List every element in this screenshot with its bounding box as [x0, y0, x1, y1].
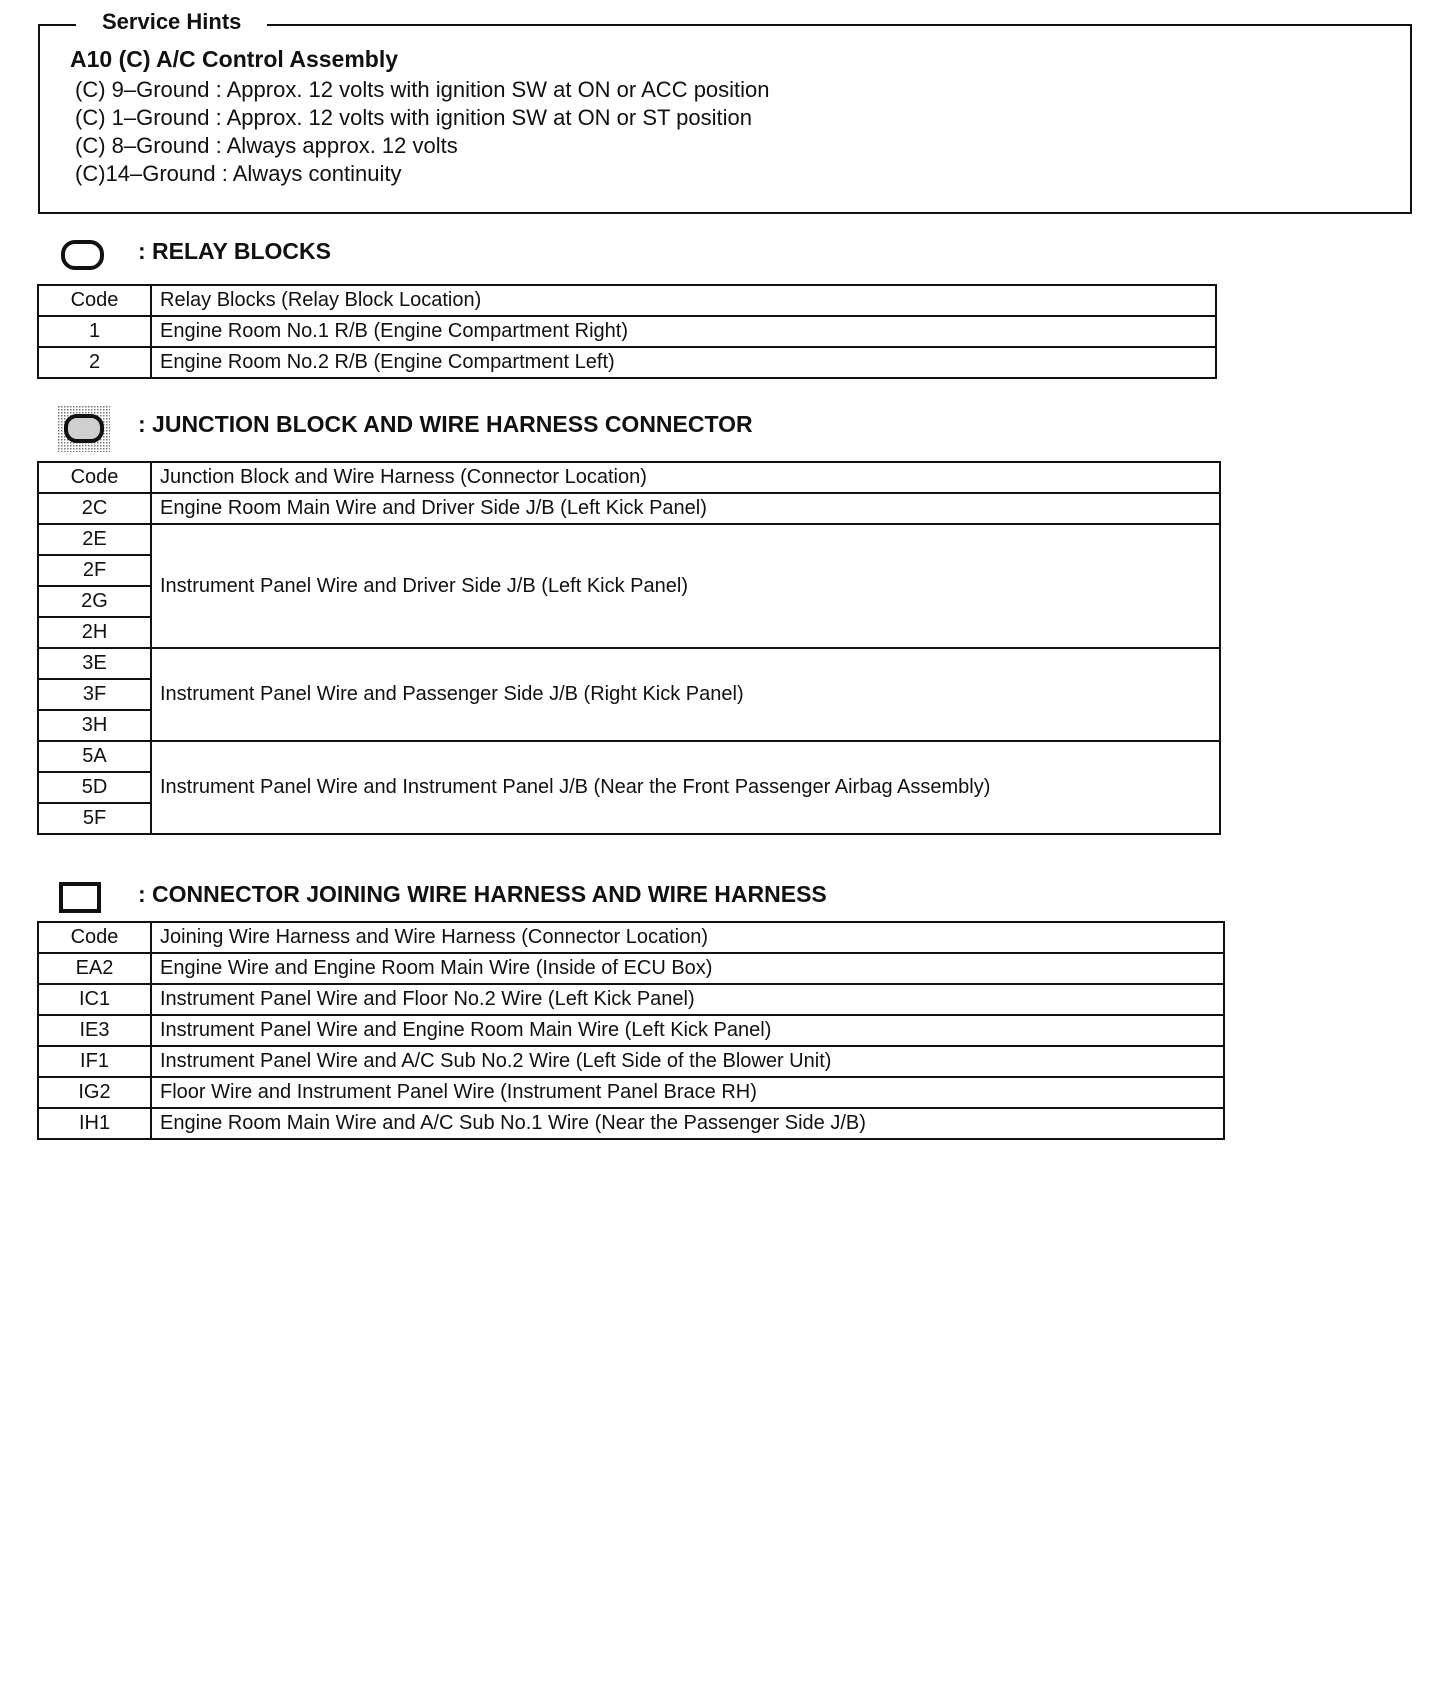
header-description: Joining Wire Harness and Wire Harness (Connector Location) [151, 922, 1224, 953]
row-code: 5F [38, 803, 151, 834]
row-description: Instrument Panel Wire and A/C Sub No.2 Wire (Left Side of the Blower Unit) [151, 1046, 1224, 1077]
relay-blocks-table [37, 284, 1217, 379]
row-description: Engine Room Main Wire and A/C Sub No.1 Wire (Near the Passenger Side J/B) [151, 1108, 1224, 1139]
table-header-row [38, 285, 1216, 316]
row-code: EA2 [38, 953, 151, 984]
table-row [38, 1108, 1224, 1139]
row-description: Instrument Panel Wire and Floor No.2 Wire (Left Kick Panel) [151, 984, 1224, 1015]
row-code: IH1 [38, 1108, 151, 1139]
row-code: 3E [38, 648, 151, 679]
row-code: 2F [38, 555, 151, 586]
row-code: IC1 [38, 984, 151, 1015]
table-row [38, 648, 1220, 679]
row-code: IE3 [38, 1015, 151, 1046]
rectangle-icon [58, 881, 104, 915]
row-code: 3H [38, 710, 151, 741]
hints-component-title: A10 (C) A/C Control Assembly [70, 46, 399, 72]
row-code: 2H [38, 617, 151, 648]
row-description: Instrument Panel Wire and Instrument Panel J/B (Near the Front Passenger Airbag Assembly) [151, 741, 1220, 834]
row-code: 2G [38, 586, 151, 617]
table-row [38, 1015, 1224, 1046]
header-description: Relay Blocks (Relay Block Location) [151, 285, 1216, 316]
rounded-rectangle-icon [60, 238, 106, 272]
row-code: IF1 [38, 1046, 151, 1077]
row-description: Engine Wire and Engine Room Main Wire (Inside of ECU Box) [151, 953, 1224, 984]
row-description: Instrument Panel Wire and Passenger Side J/B (Right Kick Panel) [151, 648, 1220, 741]
connectors-table [37, 921, 1225, 1140]
table-row [38, 316, 1216, 347]
row-description: Engine Room No.1 R/B (Engine Compartment Right) [151, 316, 1216, 347]
table-row [38, 1046, 1224, 1077]
row-code: 1 [38, 316, 151, 347]
header-code: Code [38, 462, 151, 493]
connectors-heading: : CONNECTOR JOINING WIRE HARNESS AND WIRE HARNESS [138, 881, 827, 907]
row-code: 5A [38, 741, 151, 772]
junction-blocks-table [37, 461, 1221, 835]
table-row [38, 347, 1216, 378]
header-code: Code [38, 285, 151, 316]
header-code: Code [38, 922, 151, 953]
table-row [38, 524, 1220, 555]
table-row [38, 741, 1220, 772]
row-code: 5D [38, 772, 151, 803]
table-row [38, 953, 1224, 984]
hints-line: (C) 1–Ground : Approx. 12 volts with ignition SW at ON or ST position [75, 105, 753, 130]
row-description: Instrument Panel Wire and Engine Room Main Wire (Left Kick Panel) [151, 1015, 1224, 1046]
row-code: 2 [38, 347, 151, 378]
hints-line: (C) 8–Ground : Always approx. 12 volts [75, 133, 458, 158]
table-row [38, 1077, 1224, 1108]
junction-blocks-heading: : JUNCTION BLOCK AND WIRE HARNESS CONNECTOR [138, 411, 753, 437]
shaded-rounded-rectangle-icon [58, 406, 110, 452]
service-hints-box [38, 24, 1412, 214]
row-code: IG2 [38, 1077, 151, 1108]
row-description: Instrument Panel Wire and Driver Side J/B (Left Kick Panel) [151, 524, 1220, 648]
row-code: 2C [38, 493, 151, 524]
service-hints-title: Service Hints [76, 7, 267, 37]
table-header-row [38, 922, 1224, 953]
row-code: 3F [38, 679, 151, 710]
table-row [38, 984, 1224, 1015]
relay-blocks-heading: : RELAY BLOCKS [138, 238, 331, 264]
table-row [38, 493, 1220, 524]
row-description: Floor Wire and Instrument Panel Wire (Instrument Panel Brace RH) [151, 1077, 1224, 1108]
row-code: 2E [38, 524, 151, 555]
header-description: Junction Block and Wire Harness (Connector Location) [151, 462, 1220, 493]
hints-line: (C) 9–Ground : Approx. 12 volts with ignition SW at ON or ACC position [75, 77, 770, 102]
row-description: Engine Room No.2 R/B (Engine Compartment Left) [151, 347, 1216, 378]
row-description: Engine Room Main Wire and Driver Side J/B (Left Kick Panel) [151, 493, 1220, 524]
hints-line: (C)14–Ground : Always continuity [75, 161, 402, 186]
table-header-row [38, 462, 1220, 493]
